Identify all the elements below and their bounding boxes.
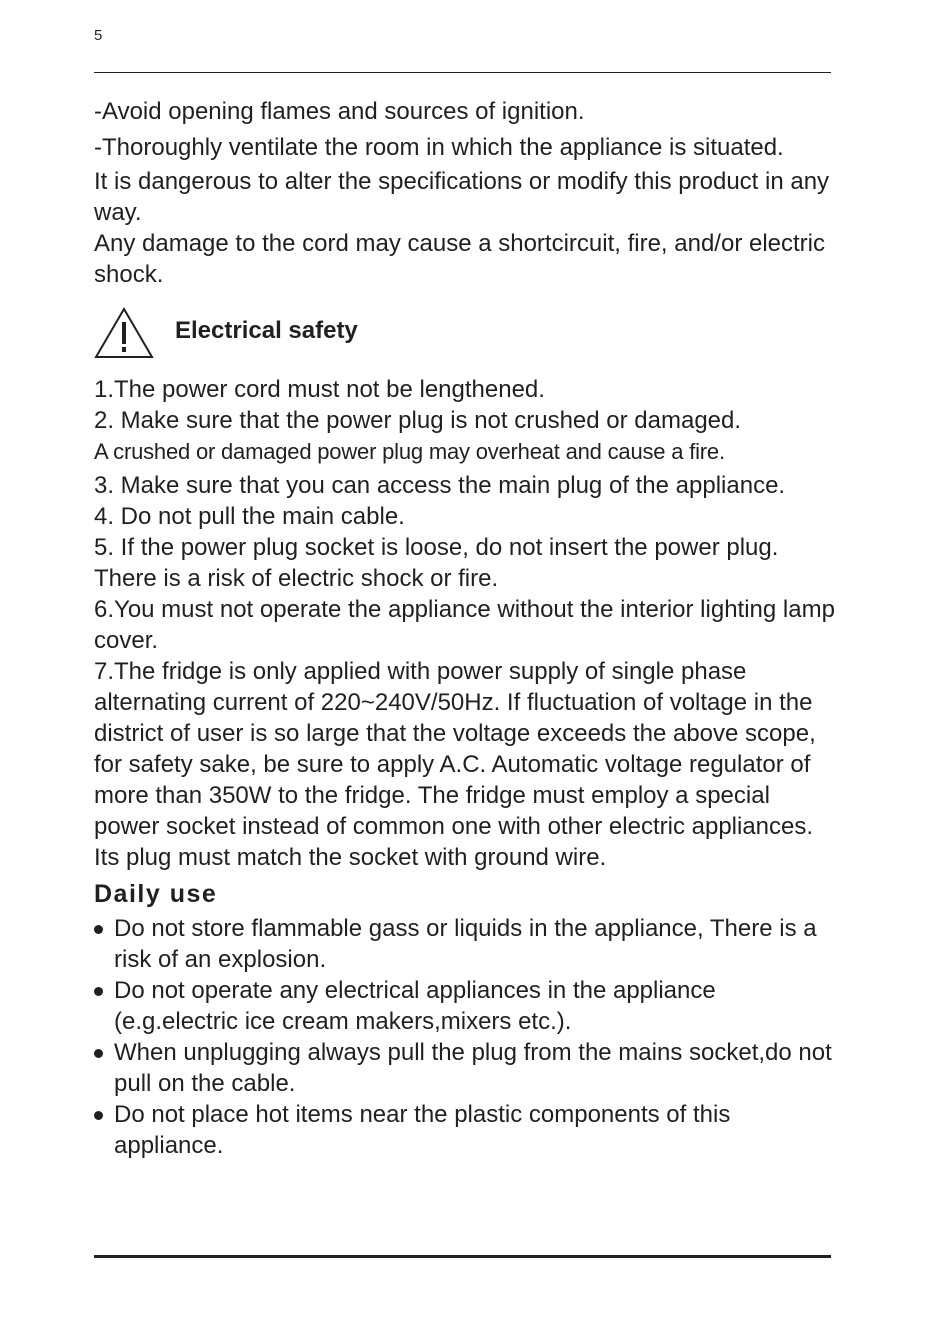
section-title: Electrical safety xyxy=(175,317,358,344)
intro-line: Any damage to the cord may cause a shortcircuit, fire, and/or electric shock. xyxy=(94,230,826,288)
intro-line: -Thoroughly ventilate the room in which the appliance is situated. xyxy=(94,134,784,161)
safety-item: 6.You must not operate the appliance without the interior lighting lamp cover. xyxy=(94,596,835,654)
safety-item: 1.The power cord must not be lengthened. xyxy=(94,376,545,403)
safety-item: 2. Make sure that the power plug is not crushed or damaged. xyxy=(94,407,742,434)
manual-content xyxy=(94,96,839,1161)
list-item: Do not place hot items near the plastic components of this appliance. xyxy=(94,1099,839,1161)
intro-line: -Avoid opening flames and sources of ignition. xyxy=(94,98,585,125)
safety-item: 4. Do not pull the main cable. xyxy=(94,503,405,530)
top-divider xyxy=(94,72,831,73)
intro-line: It is dangerous to alter the specifications or modify this product in any way. xyxy=(94,168,830,226)
warning-triangle-icon xyxy=(94,307,154,359)
section-title: Daily use xyxy=(94,880,218,908)
safety-item-note: A crushed or damaged power plug may overheat and cause a fire. xyxy=(94,439,725,464)
list-item: Do not store flammable gass or liquids in the appliance, There is a risk of an explosion. xyxy=(94,913,839,975)
safety-item: 5. If the power plug socket is loose, do not insert the power plug. There is a risk of electric shock or fire. xyxy=(94,534,779,592)
daily-use-list xyxy=(94,913,839,1161)
list-item: When unplugging always pull the plug from the mains socket,do not pull on the cable. xyxy=(94,1037,839,1099)
safety-item: 3. Make sure that you can access the main plug of the appliance. xyxy=(94,472,786,499)
page-number: 5 xyxy=(94,27,103,44)
safety-item: 7.The fridge is only applied with power supply of single phase alternating current of 220~240V/50Hz. If fluctuation of voltage in the district of user is so large that the voltage exceeds the above scope, for safety sake, be sure to apply A.C. Automatic voltage regulator of more than 350W to the fridge. The fridge must employ a special power socket instead of common one with other electric appliances. Its plug must match the socket with ground wire. xyxy=(94,658,816,871)
bottom-divider xyxy=(94,1255,831,1258)
electrical-safety-heading xyxy=(94,307,839,359)
list-item: Do not operate any electrical appliances in the appliance (e.g.electric ice cream makers,mixers etc.). xyxy=(94,975,839,1037)
